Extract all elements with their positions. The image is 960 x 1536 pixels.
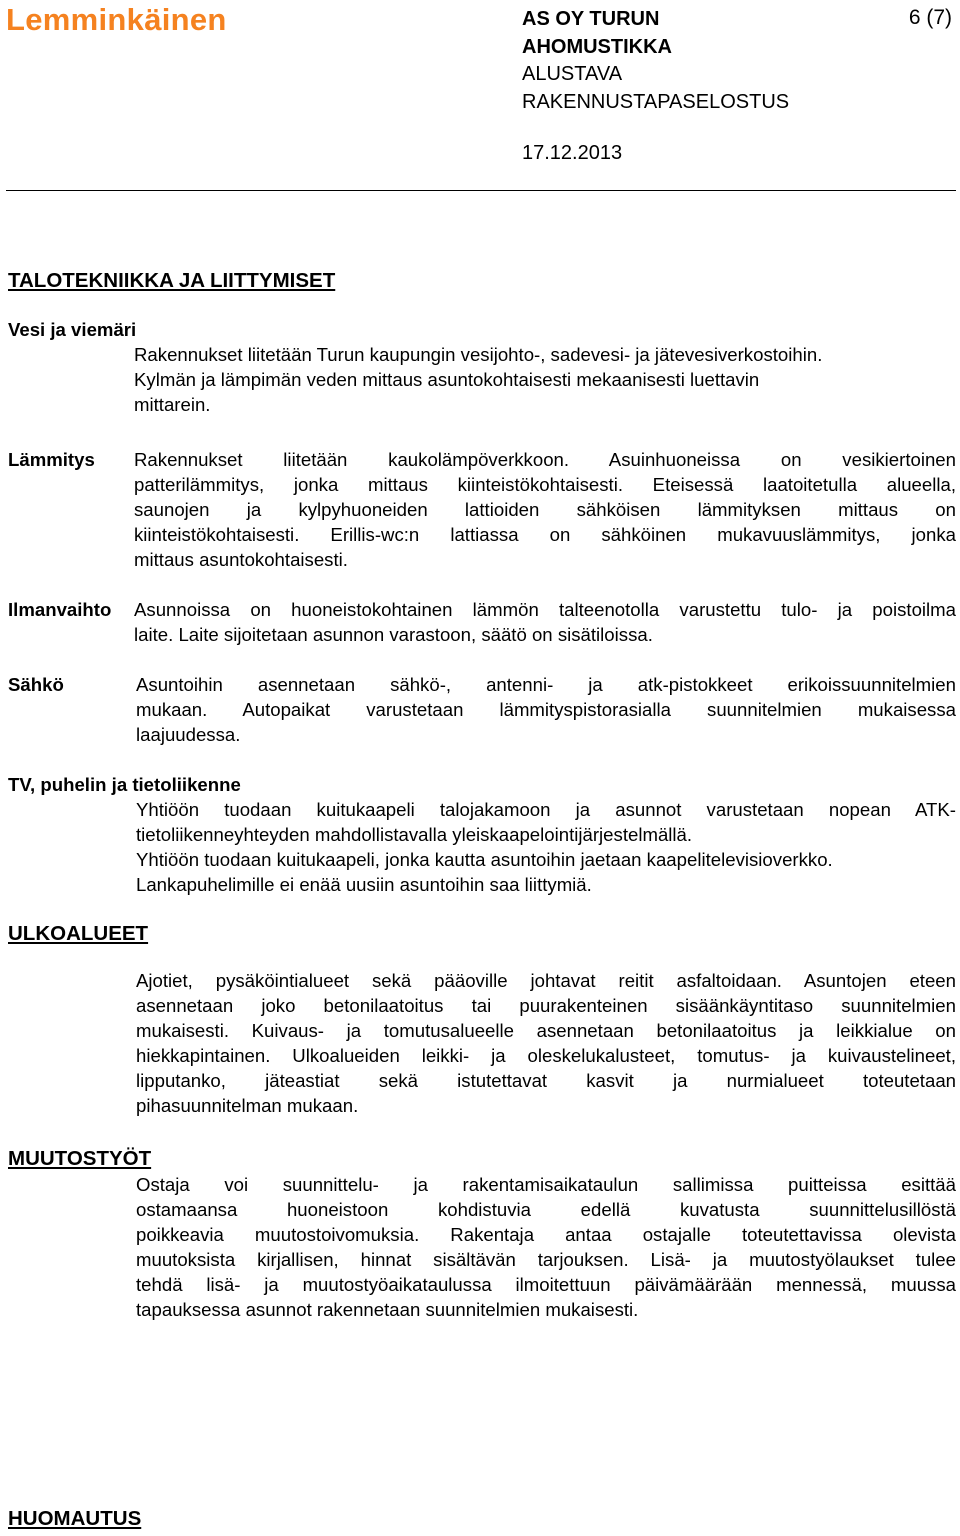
heading-electricity: Sähkö [8,674,64,695]
paragraph-telecom [136,797,956,897]
text-line: Yhtiöön tuodaan kuitukaapeli talojakamoon ja asunnot varustetaan nopean ATK- [136,799,956,820]
text-line: patterilämmitys, jonka mittaus kiinteistökohtaisesti. Eteisessä laatoitetulla alueella, [134,474,956,495]
text-line: Ostaja voi suunnittelu- ja rakentamisaikataulun sallimissa puitteissa esittää [136,1174,956,1195]
paragraph-ventilation [134,597,956,647]
text-line: saunojen ja kylpyhuoneiden lattioiden sähköisen lämmityksen mittaus on [134,499,956,520]
text-line: Rakennukset liitetään kaukolämpöverkkoon. Asuinhuoneissa on vesikiertoinen [134,449,956,470]
text-line: Asunnoissa on huoneistokohtainen lämmön talteenotolla varustettu tulo- ja poistoilma [134,599,956,620]
text-line: laite. Laite sijoitetaan asunnon varastoon, säätö on sisätiloissa. [134,624,653,645]
paragraph-water-sewer [134,342,954,417]
text-line: Lankapuhelimille ei enää uusiin asuntoihin saa liittymiä. [136,874,592,895]
text-line: ostamaansa huoneistoon kohdistuvia edellä kuvatusta suunnittelusillöstä [136,1199,956,1220]
section-title-note: HUOMAUTUS [8,1507,142,1530]
section-title-building-services: TALOTEKNIIKKA JA LIITTYMISET [8,269,336,292]
paragraph-change-works [136,1172,956,1322]
section-title-change-works: MUUTOSTYÖT [8,1147,152,1170]
text-line: pihasuunnitelman mukaan. [136,1095,359,1116]
text-line: poikkeavia muutostoivomuksia. Rakentaja antaa ostajalle toteutettavissa olevista [136,1224,956,1245]
text-line: Rakennukset liitetään Turun kaupungin vesijohto-, sadevesi- ja jätevesiverkostoihin. [134,344,823,365]
document-header [522,6,789,116]
text-line: Kylmän ja lämpimän veden mittaus asuntokohtaisesti mekaanisesti luettavin [134,369,760,390]
text-line: muutoksista kirjallisen, hinnat sisältävän tarjouksen. Lisä- ja muutostyölaukset tulee [136,1249,956,1270]
text-line: lipputanko, jäteastiat sekä istutettavat kasvit ja nurmialueet toteutetaan [136,1070,956,1091]
header-doc-type: RAKENNUSTAPASELOSTUS [522,90,790,113]
text-line: asennetaan joko betonilaatoitus tai puurakenteinen sisäänkäyntitaso suunnitelmien [136,995,956,1016]
text-line: tietoliikenneyhteyden mahdollistavalla yleiskaapelointijärjestelmällä. [136,824,693,845]
text-line: mukaisesti. Kuivaus- ja tomutusalueelle asennetaan betonilaatoitus ja leikkialue on [136,1020,956,1041]
paragraph-outdoor-areas [136,968,956,1118]
heading-heating: Lämmitys [8,449,95,470]
section-title-outdoor-areas: ULKOALUEET [8,922,149,945]
text-line: kiinteistökohtaisesti. Erillis-wc:n lattiassa on sähköinen mukavuuslämmitys, jonka [134,524,956,545]
text-line: hiekkapintainen. Ulkoalueiden leikki- ja oleskelukalusteet, tomutus- ja kuivaustelineet, [136,1045,956,1066]
text-line: Ajotiet, pysäköintialueet sekä pääoville johtavat reitit asfaltoidaan. Asuntojen eteen [136,970,956,991]
paragraph-heating [134,447,956,572]
text-line: Yhtiöön tuodaan kuitukaapeli, jonka kautta asuntoihin jaetaan kaapelitelevisioverkko. [136,849,833,870]
header-status: ALUSTAVA [522,63,623,85]
header-project: AHOMUSTIKKA [522,35,672,58]
text-line: laajuudessa. [136,724,241,745]
text-line: Asuntoihin asennetaan sähkö-, antenni- ja atk-pistokkeet erikoissuunnitelmien [136,674,956,695]
text-line: mittaus asuntokohtaisesti. [134,549,348,570]
header-divider [6,190,956,191]
text-line: tehdä lisä- ja muutostyöaikataulussa ilmoitettuun päivämäärään mennessä, muussa [136,1274,956,1295]
text-line: mittarein. [134,394,211,415]
text-line: tapauksessa asunnot rakennetaan suunnitelmien mukaisesti. [136,1299,639,1320]
heading-telecom: TV, puhelin ja tietoliikenne [8,774,241,795]
heading-ventilation: Ilmanvaihto [8,599,112,620]
document-date: 17.12.2013 [522,142,623,164]
text-line: mukaan. Autopaikat varustetaan lämmityspistorasialla suunnitelmien mukaisessa [136,699,956,720]
heading-water-sewer: Vesi ja viemäri [8,319,137,340]
company-logo: Lemminkäinen [6,2,227,37]
page-number: 6 (7) [908,6,952,29]
paragraph-electricity [136,672,956,747]
header-company: AS OY TURUN [522,8,660,30]
